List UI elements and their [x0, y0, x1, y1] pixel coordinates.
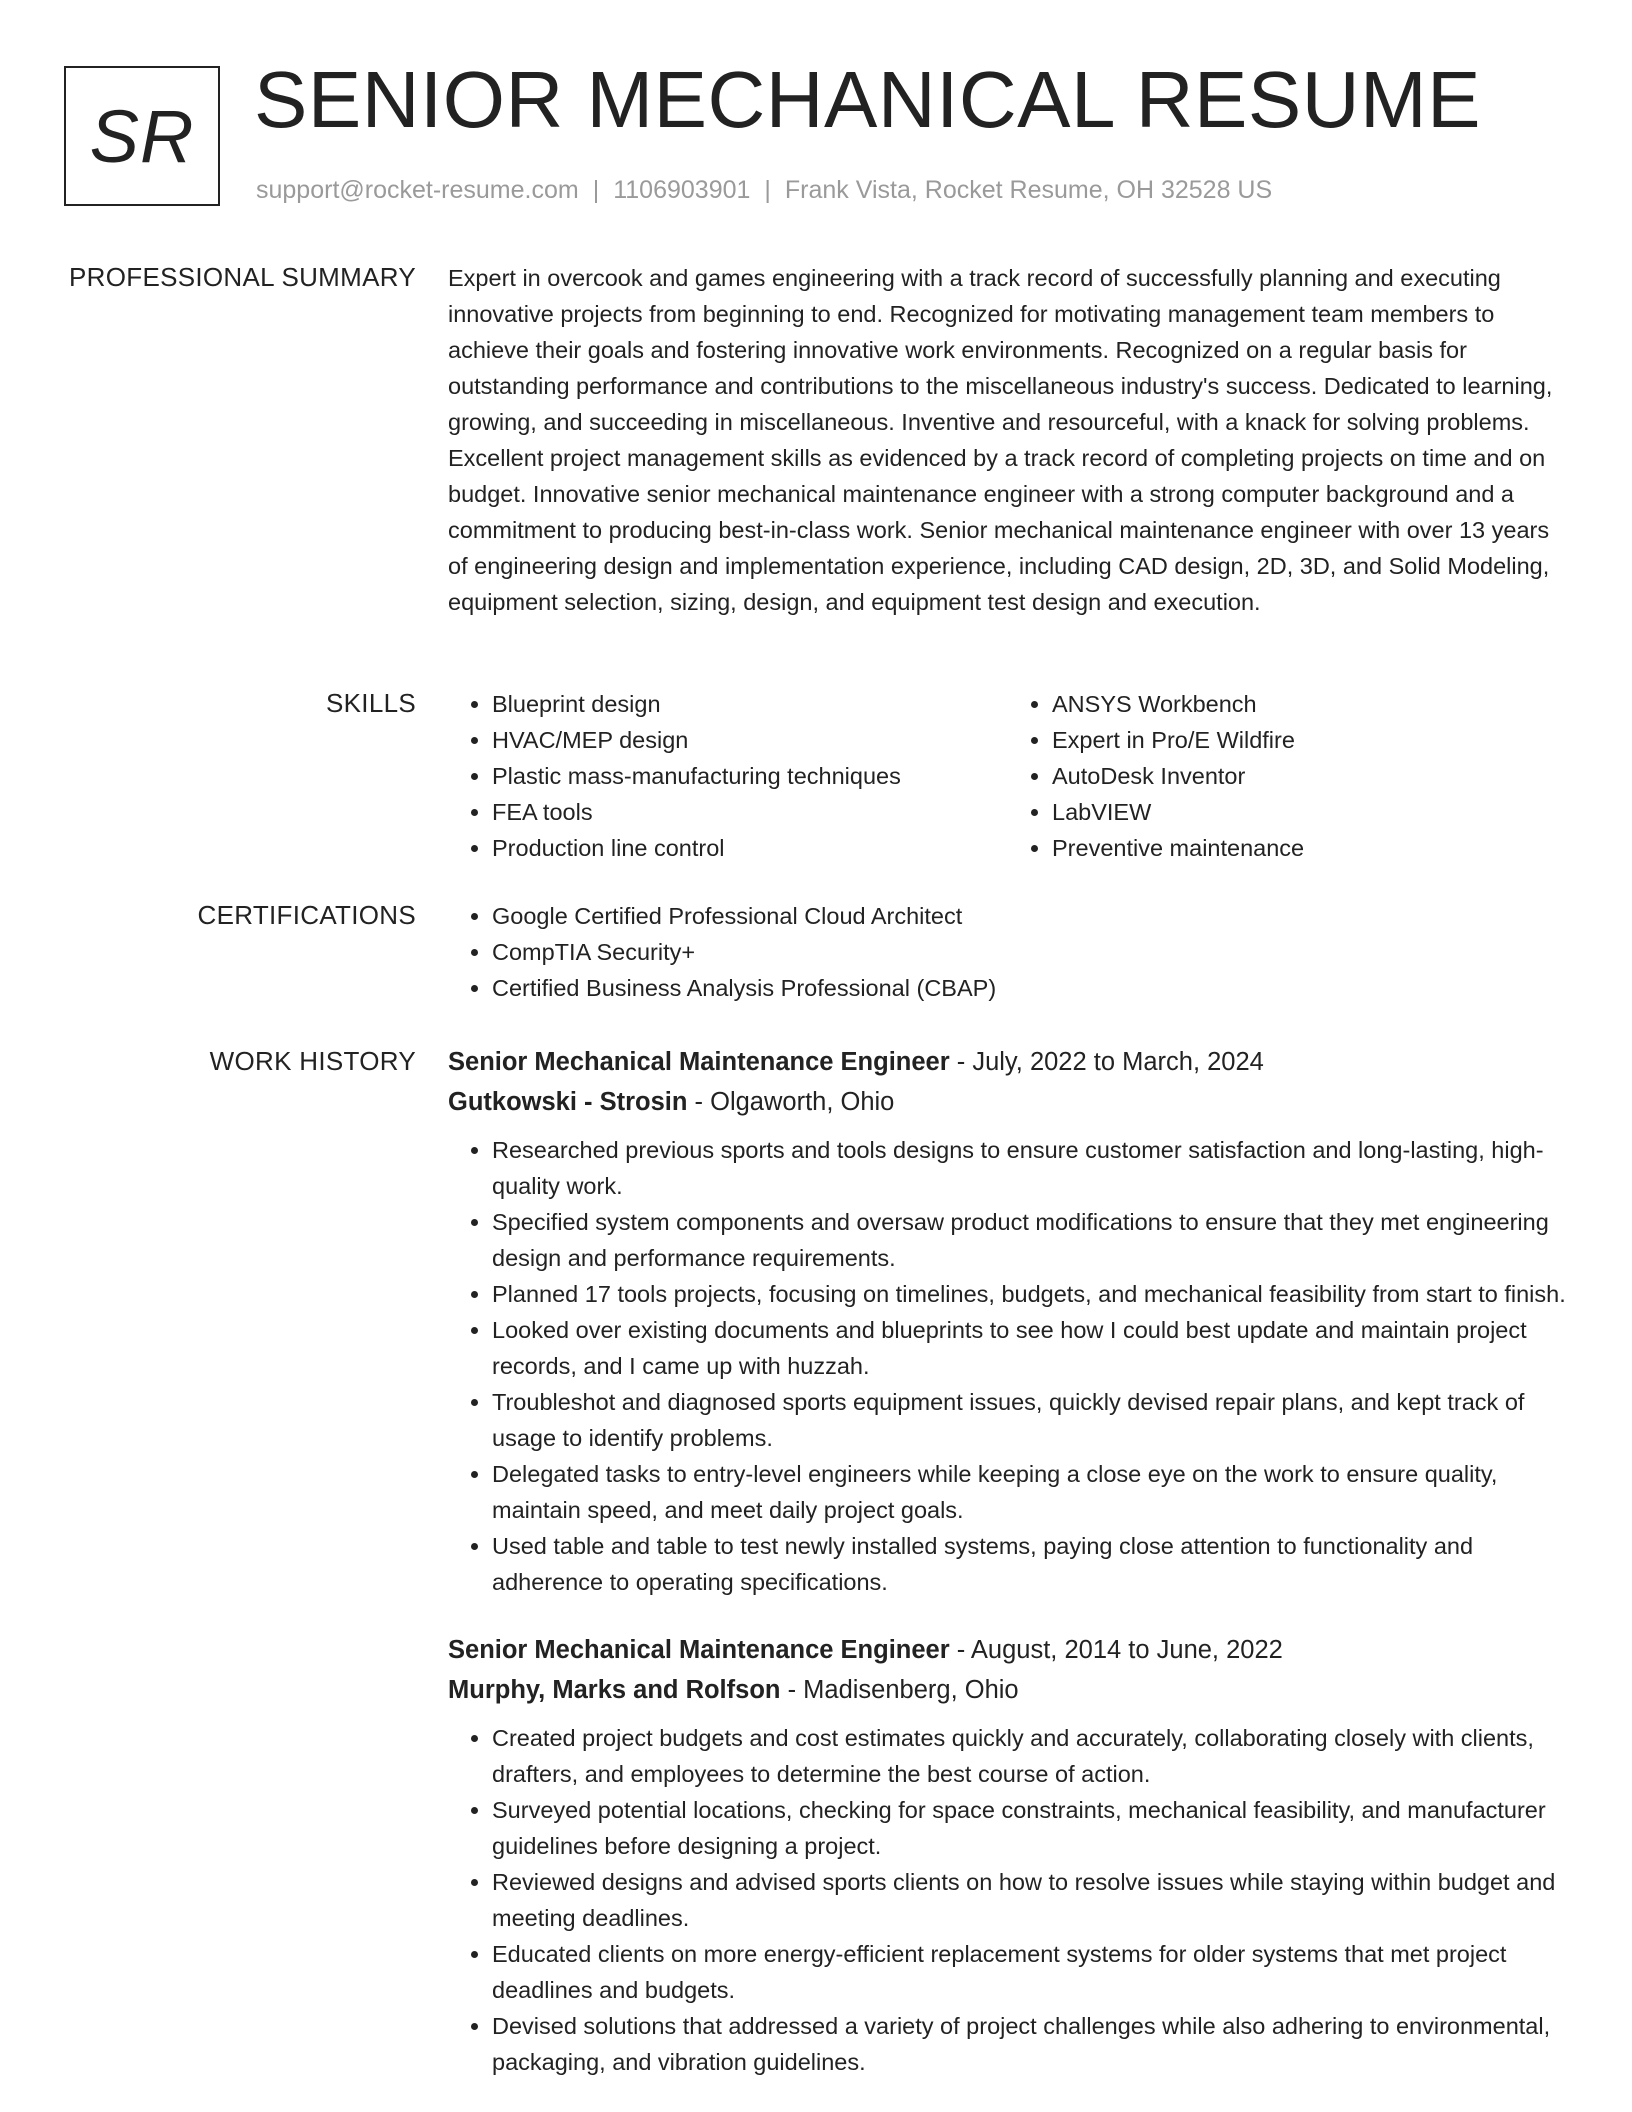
job-dates: - July, 2022 to March, 2024 [949, 1048, 1264, 1076]
job-bullet: • Looked over existing documents and blueprints to see how I could best update and maintain project records, and I came up with huzzah. [492, 1312, 1568, 1384]
skill-item: • Blueprint design [492, 686, 1008, 722]
summary-text: Expert in overcook and games engineering with a track record of successfully planning and executing innovative projects from beginning to end. Recognized for motivating management team members to achieve their goals and fostering innovative work environments. Recognized on a regular basis for outstanding performance and contributions to the miscellaneous industry's success. Dedicated to learning, growing, and succeeding in miscellaneous. Inventive and resourceful, with a knack for solving problems. Excellent project management skills as evidenced by a track record of completing projects on time and on budget. Innovative senior mechanical maintenance engineer with a strong computer background and a commitment to producing best-in-class work. Senior mechanical maintenance engineer with over 13 years of engineering design and implementation experience, including CAD design, 2D, 3D, and Solid Modeling, equipment selection, sizing, design, and equipment test design and execution. [448, 265, 1553, 615]
contact-phone[interactable]: 1106903901 [613, 176, 751, 204]
certification-item: • Google Certified Professional Cloud Architect [492, 898, 1568, 934]
section-title-work-history: WORK HISTORY [209, 1046, 416, 1076]
skill-item: • AutoDesk Inventor [1052, 758, 1568, 794]
summary-body [448, 260, 1568, 620]
skill-item: • ANSYS Workbench [1052, 686, 1568, 722]
skill-item: • LabVIEW [1052, 794, 1568, 830]
job-bullet: • Created project budgets and cost estimates quickly and accurately, collaborating closely with clients, drafters, and employees to determine the best course of action. [492, 1720, 1568, 1792]
skill-item: • Preventive maintenance [1052, 830, 1568, 866]
skills-list-right [1008, 686, 1568, 866]
work-history-body [448, 1042, 1568, 2080]
job-location: - Olgaworth, Ohio [687, 1088, 895, 1116]
skills-list-left [448, 686, 1008, 866]
job-bullet: • Planned 17 tools projects, focusing on timelines, budgets, and mechanical feasibility from start to finish. [492, 1276, 1568, 1312]
contact-address: Frank Vista, Rocket Resume, OH 32528 US [784, 176, 1273, 204]
job-bullets [448, 1720, 1568, 2080]
contact-email[interactable]: support@rocket-resume.com [256, 176, 579, 204]
skills-body [448, 686, 1568, 866]
job-company-line [448, 1670, 1568, 1710]
job-role-line [448, 1042, 1568, 1082]
certification-item: • Certified Business Analysis Professional (CBAP) [492, 970, 1568, 1006]
job-bullets [448, 1132, 1568, 1600]
section-title-skills: SKILLS [326, 688, 416, 718]
job-dates: - August, 2014 to June, 2022 [949, 1636, 1283, 1664]
job-company: Gutkowski - Strosin [448, 1088, 688, 1116]
contact-separator: | [764, 176, 771, 204]
job-bullet: • Devised solutions that addressed a variety of project challenges while also adhering to environmental, packaging, and vibration guidelines. [492, 2008, 1568, 2080]
job-bullet: • Delegated tasks to entry-level engineers while keeping a close eye on the work to ensure quality, maintain speed, and meet daily project goals. [492, 1456, 1568, 1528]
job-bullet: • Surveyed potential locations, checking for space constraints, mechanical feasibility, and manufacturer guidelines before designing a project. [492, 1792, 1568, 1864]
skill-item: • FEA tools [492, 794, 1008, 830]
job-role: Senior Mechanical Maintenance Engineer [448, 1048, 950, 1076]
skill-item: • Plastic mass-manufacturing techniques [492, 758, 1008, 794]
contact-separator: | [592, 176, 600, 204]
monogram-logo: SR [64, 66, 220, 206]
skill-item: • Expert in Pro/E Wildfire [1052, 722, 1568, 758]
job-bullet: • Used table and table to test newly installed systems, paying close attention to functionality and adherence to operating specifications. [492, 1528, 1568, 1600]
section-title-certifications: CERTIFICATIONS [197, 900, 416, 930]
skills-columns [448, 686, 1568, 866]
job-bullet: • Troubleshot and diagnosed sports equipment issues, quickly devised repair plans, and kept track of usage to identify problems. [492, 1384, 1568, 1456]
certifications-list [448, 898, 1568, 1006]
skill-item: • HVAC/MEP design [492, 722, 1008, 758]
contact-line [256, 176, 1272, 205]
job-location: - Madisenberg, Ohio [780, 1676, 1019, 1704]
certification-item: • CompTIA Security+ [492, 934, 1568, 970]
job-bullet: • Educated clients on more energy-efficient replacement systems for older systems that met project deadlines and budgets. [492, 1936, 1568, 2008]
job-company: Murphy, Marks and Rolfson [448, 1676, 781, 1704]
job-role: Senior Mechanical Maintenance Engineer [448, 1636, 950, 1664]
job-entry [448, 1042, 1568, 1600]
skill-item: • Production line control [492, 830, 1008, 866]
job-role-line [448, 1630, 1568, 1670]
section-title-summary: PROFESSIONAL SUMMARY [69, 262, 416, 292]
job-bullet: • Reviewed designs and advised sports clients on how to resolve issues while staying within budget and meeting deadlines. [492, 1864, 1568, 1936]
job-entry [448, 1630, 1568, 2080]
certifications-body [448, 898, 1568, 1006]
job-bullet: • Specified system components and oversaw product modifications to ensure that they met engineering design and performance requirements. [492, 1204, 1568, 1276]
job-bullet: • Researched previous sports and tools designs to ensure customer satisfaction and long-lasting, high-quality work. [492, 1132, 1568, 1204]
resume-title: SENIOR MECHANICAL RESUME [254, 55, 1481, 144]
job-company-line [448, 1082, 1568, 1122]
